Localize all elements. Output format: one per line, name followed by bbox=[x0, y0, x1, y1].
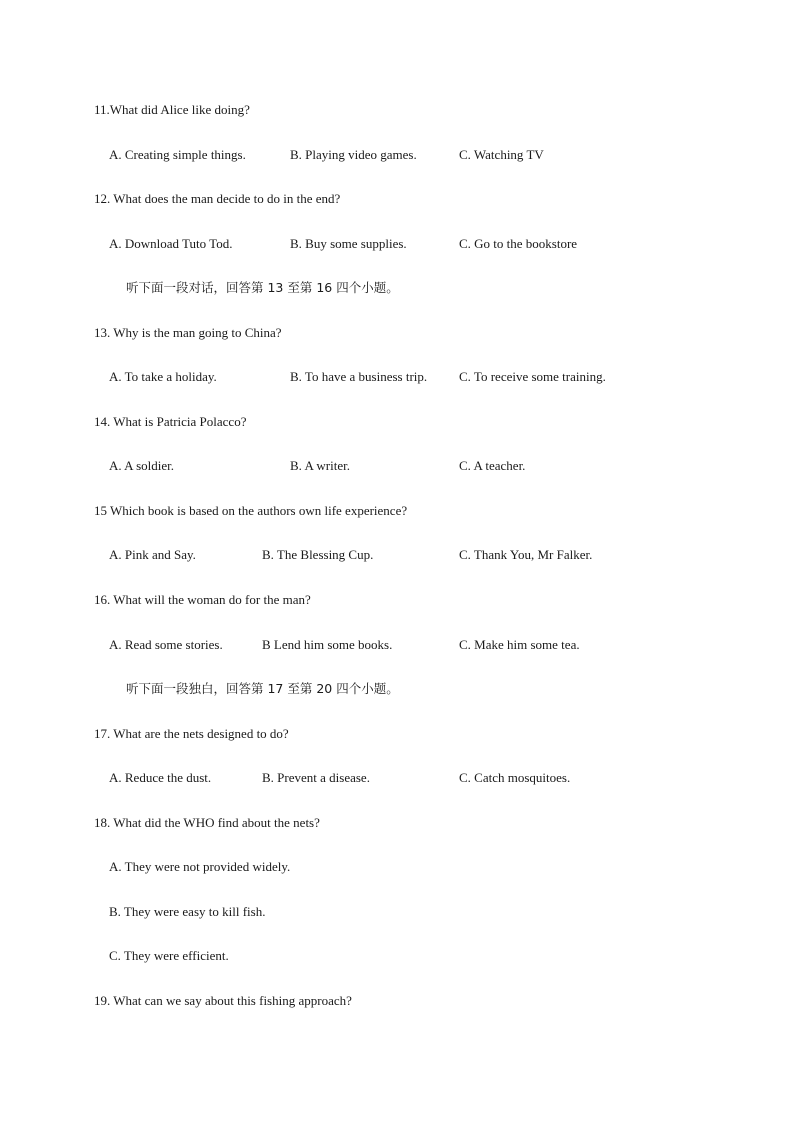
q16-option-a: A. Read some stories. bbox=[109, 637, 223, 652]
q15-option-a: A. Pink and Say. bbox=[109, 547, 196, 562]
q13-option-c: C. To receive some training. bbox=[459, 369, 606, 384]
q13-option-a: A. To take a holiday. bbox=[109, 369, 217, 384]
q17-option-b: B. Prevent a disease. bbox=[262, 770, 370, 785]
q14-option-b: B. A writer. bbox=[290, 458, 350, 473]
q18-option-b: B. They were easy to kill fish. bbox=[109, 904, 266, 919]
question-11: 11.What did Alice like doing? bbox=[94, 102, 250, 117]
q11-option-a: A. Creating simple things. bbox=[109, 147, 246, 162]
q12-option-b: B. Buy some supplies. bbox=[290, 236, 407, 251]
q11-option-c: C. Watching TV bbox=[459, 147, 544, 162]
question-14: 14. What is Patricia Polacco? bbox=[94, 414, 247, 429]
question-12: 12. What does the man decide to do in the end? bbox=[94, 191, 341, 206]
section-instruction-2: 听下面一段独白，回答第 17 至第 20 四个小题。 bbox=[126, 681, 399, 696]
question-17: 17. What are the nets designed to do? bbox=[94, 726, 289, 741]
q13-option-b: B. To have a business trip. bbox=[290, 369, 428, 384]
question-13: 13. Why is the man going to China? bbox=[94, 325, 282, 340]
q12-option-a: A. Download Tuto Tod. bbox=[109, 236, 233, 251]
q15-option-c: C. Thank You, Mr Falker. bbox=[459, 547, 593, 562]
q15-option-b: B. The Blessing Cup. bbox=[262, 547, 374, 562]
q18-option-a: A. They were not provided widely. bbox=[109, 859, 291, 874]
section-instruction-1: 听下面一段对话，回答第 13 至第 16 四个小题。 bbox=[126, 280, 399, 295]
question-18: 18. What did the WHO find about the nets? bbox=[94, 815, 320, 830]
q17-option-a: A. Reduce the dust. bbox=[109, 770, 212, 785]
q14-option-a: A. A soldier. bbox=[109, 458, 175, 473]
question-19: 19. What can we say about this fishing approach? bbox=[94, 993, 352, 1008]
q16-option-b: B Lend him some books. bbox=[262, 637, 393, 652]
q14-option-c: C. A teacher. bbox=[459, 458, 526, 473]
question-15: 15 Which book is based on the authors own life experience? bbox=[94, 503, 408, 518]
q18-option-c: C. They were efficient. bbox=[109, 948, 229, 963]
question-16: 16. What will the woman do for the man? bbox=[94, 592, 311, 607]
q11-option-b: B. Playing video games. bbox=[290, 147, 417, 162]
q16-option-c: C. Make him some tea. bbox=[459, 637, 580, 652]
q17-option-c: C. Catch mosquitoes. bbox=[459, 770, 571, 785]
q12-option-c: C. Go to the bookstore bbox=[459, 236, 578, 251]
